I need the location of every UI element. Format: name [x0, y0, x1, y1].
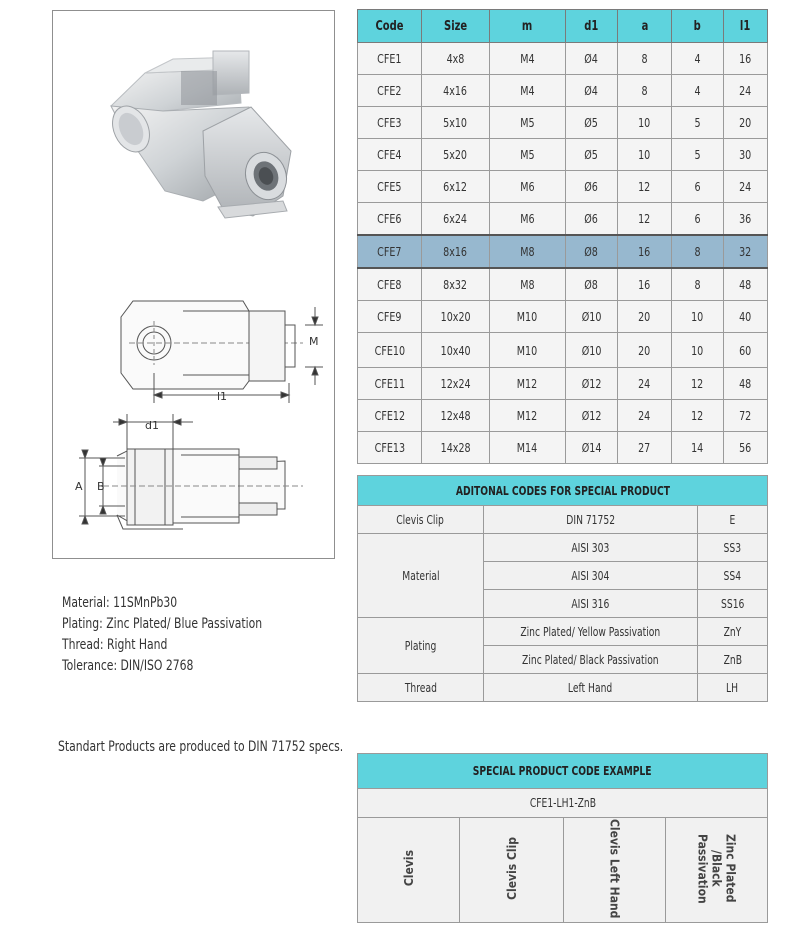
material-value: AISI 316 — [484, 590, 698, 618]
table-cell: 40 — [724, 301, 768, 333]
table-cell: CFE3 — [358, 107, 422, 139]
table-cell: Ø10 — [566, 301, 618, 333]
material-code: SS3 — [698, 534, 768, 562]
table-cell: Ø12 — [566, 400, 618, 432]
table-cell: Ø6 — [566, 203, 618, 236]
column-header: Code — [358, 10, 422, 43]
table-cell: CFE8 — [358, 268, 422, 301]
table-cell: 12 — [672, 400, 724, 432]
table-cell: CFE6 — [358, 203, 422, 236]
table-cell: M12 — [490, 400, 566, 432]
table-cell: 4 — [672, 43, 724, 75]
example-part-zinc-black: Zinc Plated /Black Passivation — [666, 818, 768, 923]
clevis-top-view — [121, 301, 323, 403]
table-row — [358, 268, 768, 301]
table-cell: 16 — [618, 268, 672, 301]
table-cell: 20 — [618, 301, 672, 333]
table-cell: 27 — [618, 432, 672, 464]
table-cell: 8x32 — [422, 268, 490, 301]
spec-material: Material: 11SMnPb30 — [62, 595, 178, 611]
clevis-clip-code: E — [698, 506, 768, 534]
table-row — [358, 400, 768, 432]
clevis-clip-label: Clevis Clip — [358, 506, 484, 534]
additional-codes-table — [357, 475, 768, 702]
table-cell: 6 — [672, 171, 724, 203]
table-cell: CFE1 — [358, 43, 422, 75]
table-cell: CFE11 — [358, 368, 422, 400]
table-cell: 6 — [672, 203, 724, 236]
table-cell: M8 — [490, 235, 566, 268]
dim-m-label: M — [309, 335, 319, 348]
table-row — [358, 432, 768, 464]
table-cell: 4x8 — [422, 43, 490, 75]
material-value: AISI 304 — [484, 562, 698, 590]
table-cell: Ø6 — [566, 171, 618, 203]
table-cell: 8x16 — [422, 235, 490, 268]
table-cell: M6 — [490, 203, 566, 236]
table-row — [358, 107, 768, 139]
table-cell: 24 — [618, 368, 672, 400]
table-cell: Ø12 — [566, 368, 618, 400]
table-cell: Ø5 — [566, 139, 618, 171]
material-code: SS16 — [698, 590, 768, 618]
column-header: d1 — [566, 10, 618, 43]
table-cell: 12 — [672, 368, 724, 400]
table-cell: 5x20 — [422, 139, 490, 171]
table-cell: Ø4 — [566, 75, 618, 107]
technical-drawing-panel — [52, 10, 335, 559]
clevis-clip-value: DIN 71752 — [484, 506, 698, 534]
table-cell: M8 — [490, 268, 566, 301]
table-cell: M4 — [490, 43, 566, 75]
table-cell: M12 — [490, 368, 566, 400]
table-cell: Ø10 — [566, 333, 618, 368]
size-table-header — [358, 10, 768, 43]
spec-thread: Thread: Right Hand — [62, 637, 168, 653]
plating-code: ZnB — [698, 646, 768, 674]
table-cell: 24 — [724, 171, 768, 203]
column-header: Size — [422, 10, 490, 43]
clevis-drawings — [53, 11, 336, 560]
table-cell: M10 — [490, 333, 566, 368]
table-cell: M10 — [490, 301, 566, 333]
table-row — [358, 203, 768, 236]
table-cell: 72 — [724, 400, 768, 432]
table-cell: CFE10 — [358, 333, 422, 368]
table-cell: Ø4 — [566, 43, 618, 75]
table-cell: 16 — [618, 235, 672, 268]
column-header: b — [672, 10, 724, 43]
table-cell: 8 — [618, 43, 672, 75]
table-row — [358, 43, 768, 75]
table-cell: 4x16 — [422, 75, 490, 107]
example-part-left-hand: Clevis Left Hand — [564, 818, 666, 923]
table-cell: 48 — [724, 368, 768, 400]
dim-d1-label: d1 — [145, 419, 159, 432]
table-cell: M5 — [490, 139, 566, 171]
table-cell: 4 — [672, 75, 724, 107]
standard-note: Standart Products are produced to DIN 71752 specs. — [58, 739, 344, 755]
plating-label: Plating — [358, 618, 484, 674]
table-cell: M5 — [490, 107, 566, 139]
table-cell: 12 — [618, 203, 672, 236]
material-code: SS4 — [698, 562, 768, 590]
table-cell: 8 — [672, 268, 724, 301]
table-cell: 12x24 — [422, 368, 490, 400]
spec-plating: Plating: Zinc Plated/ Blue Passivation — [62, 616, 263, 632]
table-cell: 14x28 — [422, 432, 490, 464]
plating-code: ZnY — [698, 618, 768, 646]
dim-l1-label: l1 — [217, 390, 228, 403]
table-cell: 8 — [672, 235, 724, 268]
table-cell: 5 — [672, 107, 724, 139]
clevis-side-view — [79, 414, 303, 529]
spec-tolerance: Tolerance: DIN/ISO 2768 — [62, 658, 194, 674]
table-cell: 24 — [618, 400, 672, 432]
table-cell: CFE13 — [358, 432, 422, 464]
column-header: l1 — [724, 10, 768, 43]
column-header: m — [490, 10, 566, 43]
table-cell: 5x10 — [422, 107, 490, 139]
table-row — [358, 75, 768, 107]
size-table — [357, 9, 768, 464]
example-table-title: SPECIAL PRODUCT CODE EXAMPLE — [358, 754, 768, 789]
table-cell: CFE9 — [358, 301, 422, 333]
table-row — [358, 301, 768, 333]
plating-value: Zinc Plated/ Yellow Passivation — [484, 618, 698, 646]
table-cell: 10 — [618, 139, 672, 171]
table-cell: M6 — [490, 171, 566, 203]
table-cell: CFE2 — [358, 75, 422, 107]
thread-code: LH — [698, 674, 768, 702]
thread-value: Left Hand — [484, 674, 698, 702]
example-code: CFE1-LH1-ZnB — [358, 789, 768, 818]
table-cell: 56 — [724, 432, 768, 464]
table-cell: 16 — [724, 43, 768, 75]
table-cell: 32 — [724, 235, 768, 268]
table-cell: 5 — [672, 139, 724, 171]
example-part-clevis: Clevis — [358, 818, 460, 923]
table-cell: Ø5 — [566, 107, 618, 139]
clevis-3d-render — [105, 51, 293, 218]
table-cell: 6x24 — [422, 203, 490, 236]
material-value: AISI 303 — [484, 534, 698, 562]
table-cell: 10 — [672, 301, 724, 333]
table-cell: 10x40 — [422, 333, 490, 368]
material-label: Material — [358, 534, 484, 618]
table-cell: 8 — [618, 75, 672, 107]
table-row — [358, 235, 768, 268]
plating-value: Zinc Plated/ Black Passivation — [484, 646, 698, 674]
table-cell: CFE5 — [358, 171, 422, 203]
table-row — [358, 333, 768, 368]
table-cell: 12 — [618, 171, 672, 203]
table-row — [358, 171, 768, 203]
table-cell: 10x20 — [422, 301, 490, 333]
table-cell: 30 — [724, 139, 768, 171]
dim-b-label: B — [97, 480, 105, 493]
dim-a-label: A — [75, 480, 83, 493]
table-cell: Ø8 — [566, 268, 618, 301]
thread-label: Thread — [358, 674, 484, 702]
table-cell: Ø14 — [566, 432, 618, 464]
table-cell: 10 — [618, 107, 672, 139]
table-cell: 20 — [724, 107, 768, 139]
table-cell: 48 — [724, 268, 768, 301]
table-cell: 60 — [724, 333, 768, 368]
table-cell: CFE4 — [358, 139, 422, 171]
table-row — [358, 139, 768, 171]
table-cell: 24 — [724, 75, 768, 107]
codes-table-title: ADITONAL CODES FOR SPECIAL PRODUCT — [358, 476, 768, 506]
table-cell: 6x12 — [422, 171, 490, 203]
table-cell: 12x48 — [422, 400, 490, 432]
table-cell: Ø8 — [566, 235, 618, 268]
table-cell: 14 — [672, 432, 724, 464]
special-product-example-table — [357, 753, 768, 923]
column-header: a — [618, 10, 672, 43]
table-cell: 36 — [724, 203, 768, 236]
table-cell: CFE7 — [358, 235, 422, 268]
table-cell: 10 — [672, 333, 724, 368]
table-cell: M14 — [490, 432, 566, 464]
table-cell: CFE12 — [358, 400, 422, 432]
example-part-clevis-clip: Clevis Clip — [460, 818, 564, 923]
table-cell: 20 — [618, 333, 672, 368]
spec-list — [62, 593, 295, 677]
table-cell: M4 — [490, 75, 566, 107]
table-row — [358, 368, 768, 400]
